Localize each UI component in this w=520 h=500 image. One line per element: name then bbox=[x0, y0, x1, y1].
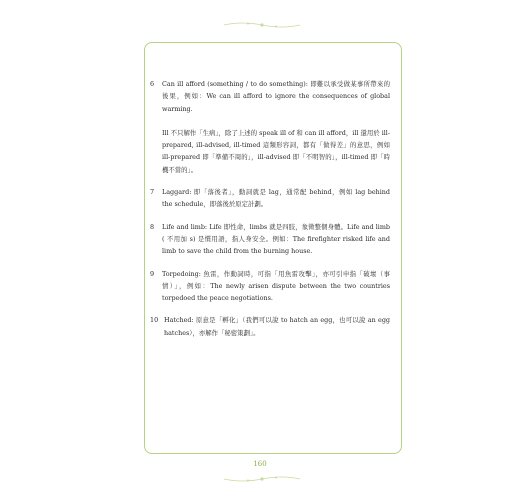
entry-text: Life and limb: Life 即性命，limbs 就是四肢，象徵整個身體。Life and limb ( 不用加 s) 是慣用語，指人身安全。例如：The firefighter risked life and limb to save the child from the burning house. bbox=[162, 222, 390, 256]
entry-10 bbox=[150, 314, 390, 339]
entry-number: 7 bbox=[150, 188, 155, 197]
entry-text: Hatched: 原意是「孵化」（我們可以說 to hatch an egg，也可以說 an egg hatches），亦解作「秘密策劃」。 bbox=[164, 316, 390, 337]
entry-7 bbox=[150, 186, 390, 211]
entry-9 bbox=[150, 268, 390, 305]
entry-text: Torpedoing: 魚雷，作動詞時，可指「用魚雷攻擊」，亦可引申指「破壞（事情）」，例如：The newly arisen dispute between the two countries torpedoed the peace negotiations. bbox=[162, 269, 390, 303]
page-number: 160 bbox=[253, 460, 267, 468]
entry-6 bbox=[150, 78, 390, 115]
entry-number: 6 bbox=[150, 80, 155, 88]
bottom-floral-ornament bbox=[222, 474, 302, 484]
entry-number: 8 bbox=[150, 222, 155, 231]
content-area bbox=[150, 78, 390, 349]
entry-number: 10 bbox=[150, 316, 159, 325]
entry-text: Can ill afford (something / to do something): 即難以承受做某事所帶來的後果，例如：We can ill afford to ignore the consequences of global warming. bbox=[162, 80, 390, 113]
top-floral-ornament bbox=[222, 20, 302, 30]
entry-8 bbox=[150, 221, 390, 258]
entry-number: 9 bbox=[150, 269, 155, 278]
entry-text: Laggard: 即「落後者」，動詞就是 lag，通常配 behind，例如 lag behind the schedule，即落後於原定計劃。 bbox=[162, 188, 390, 209]
ill-note-paragraph: Ill 不只解作「生病」，除了上述的 speak ill of 和 can ill afford，ill 還用於 ill-prepared, ill-advised, ill-timed 這類形容詞，都有「做得差」的意思，例如 ill-prepared 即「準備不周的」，ill-advised 即「不明智的」，ill-timed 即「時機不當的」。 bbox=[162, 128, 390, 174]
